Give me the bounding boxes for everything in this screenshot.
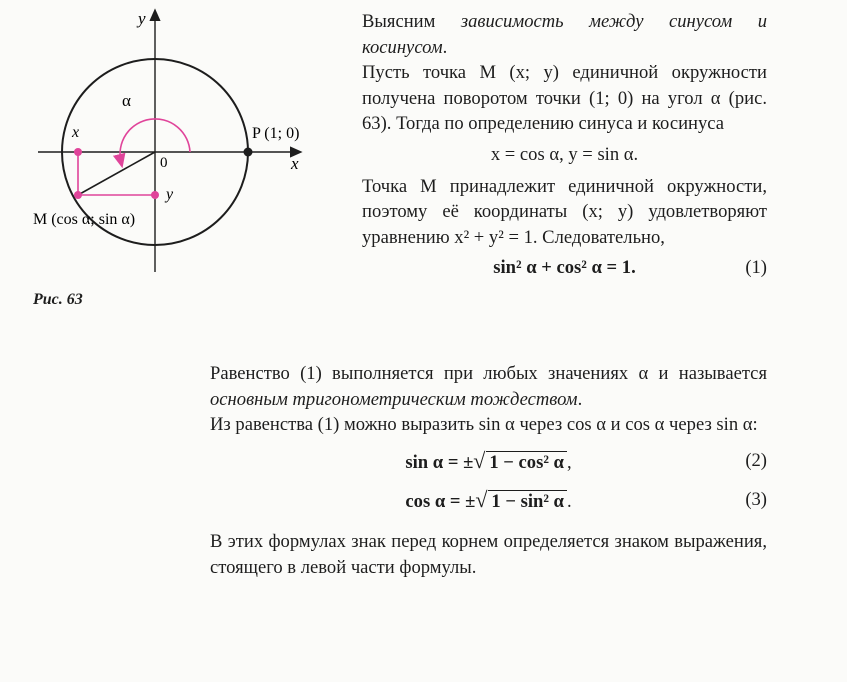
intro-lead: Выясним [362, 11, 461, 32]
identity-lead: Равенство (1) выполняется при любых значениях α и называется [210, 363, 767, 384]
figure-caption: Рис. 63 [33, 291, 83, 308]
formula-2-end: , [566, 451, 572, 473]
formula-3-radicand: 1 − sin² α [488, 490, 567, 513]
sqrt-sign: √ [475, 487, 488, 513]
unit-circle-diagram [0, 0, 350, 300]
projection-y-label: y [166, 186, 174, 203]
point-y-projection [151, 191, 159, 199]
identity-tail: . [577, 388, 583, 410]
formula-1-text: sin² α + cos² α = 1. [493, 257, 636, 279]
identity-emphasis: основным тригонометрическим тождеством [210, 388, 578, 410]
intro-tail: . [442, 36, 448, 58]
point-m-label: M (cos α; sin α) [33, 211, 136, 228]
formula-2-number: (2) [745, 449, 767, 471]
point-p-label: P (1; 0) [252, 125, 300, 142]
formula-3-end: . [566, 491, 572, 513]
formula-2-radicand: 1 − cos² α [486, 451, 567, 474]
text-lower [210, 361, 767, 580]
angle-label: α [122, 91, 131, 110]
projection-x-label: x [72, 124, 80, 141]
axis-x-label: x [291, 154, 299, 173]
axis-y-label: y [138, 9, 146, 28]
point-x-projection [74, 148, 82, 156]
intro-emphasis: зависимость между синусом и косинусом [362, 11, 767, 58]
formula-1-number: (1) [745, 257, 767, 279]
formula-3 [210, 487, 767, 515]
paragraph-identity [210, 361, 767, 412]
paragraph-point-m: Пусть точка M (x; y) единичной окружности получена поворотом точки (1; 0) на угол α (рис. 63). Тогда по определению синуса и косинуса [362, 62, 767, 135]
paragraph-sign: В этих формулах знак перед корнем определяется знаком выражения, стоящего в левой части формулы. [210, 530, 767, 578]
radius-om [78, 152, 155, 195]
formula-1 [362, 255, 767, 281]
point-p [244, 148, 253, 157]
paragraph-circle: Точка M принадлежит единичной окружности, поэтому её координаты (x; y) удовлетворяют уравнению x² + y² = 1. Следовательно, [362, 175, 767, 248]
unit-circle-figure [0, 0, 350, 300]
paragraph-express: Из равенства (1) можно выразить sin α через cos α и cos α через sin α: [210, 414, 758, 436]
formula-3-lhs: cos α = ± [405, 491, 476, 513]
point-m [74, 191, 82, 199]
formula-x-y-text: x = cos α, y = sin α. [490, 143, 639, 165]
origin-label: 0 [160, 155, 168, 171]
formula-3-number: (3) [745, 489, 767, 511]
sqrt-sign: √ [473, 447, 486, 473]
formula-2 [210, 448, 767, 476]
paragraph-intro [362, 9, 767, 60]
formula-x-y [362, 142, 767, 168]
formula-2-lhs: sin α = ± [405, 451, 474, 473]
text-column [362, 9, 767, 287]
